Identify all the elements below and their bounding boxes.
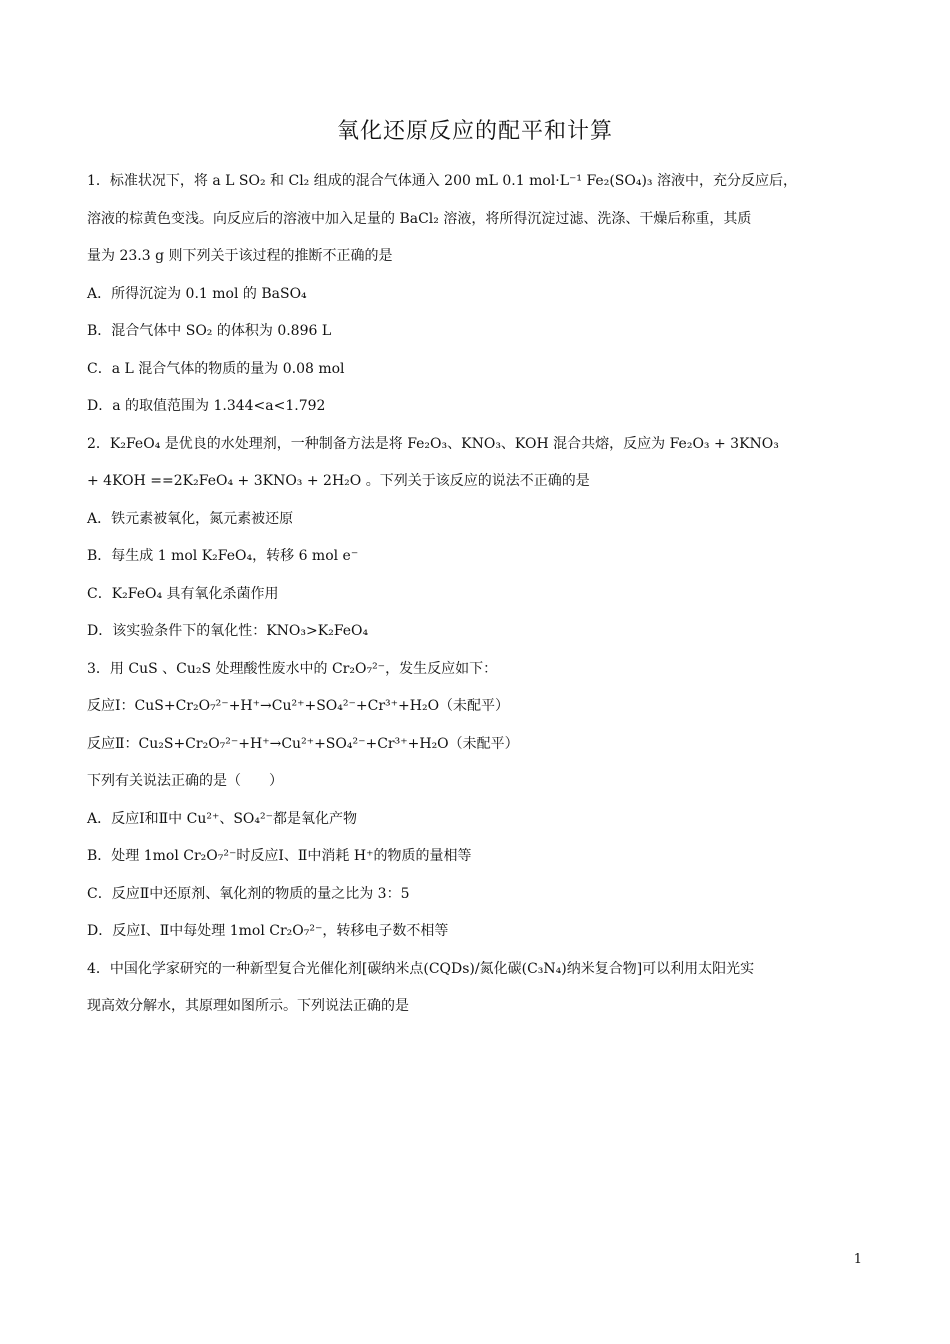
page-number: 1 xyxy=(853,1252,862,1267)
option-line: C．K₂FeO₄ 具有氧化杀菌作用 xyxy=(87,585,279,602)
text-line: 现高效分解水，其原理如图所示。下列说法正确的是 xyxy=(87,998,409,1014)
text-line: + 4KOH ==2K₂FeO₄ + 3KNO₃ + 2H₂O 。下列关于该反应的说法不正确的是 xyxy=(87,473,590,489)
text-line: 2．K₂FeO₄ 是优良的水处理剂，一种制备方法是将 Fe₂O₃、KNO₃、KOH 混合共熔，反应为 Fe₂O₃ + 3KNO₃ xyxy=(87,435,779,452)
equation-line: 反应Ⅰ：CuS+Cr₂O₇²⁻+H⁺→Cu²⁺+SO₄²⁻+Cr³⁺+H₂O（未配平） xyxy=(87,698,510,714)
option-line: A．反应Ⅰ和Ⅱ中 Cu²⁺、SO₄²⁻都是氧化产物 xyxy=(87,810,358,827)
option-line: B．每生成 1 mol K₂FeO₄，转移 6 mol e⁻ xyxy=(87,548,359,564)
document-body xyxy=(87,163,877,1026)
option-line: D．该实验条件下的氧化性：KNO₃>K₂FeO₄ xyxy=(87,623,369,639)
text-line: 溶液的棕黄色变浅。向反应后的溶液中加入足量的 BaCl₂ 溶液，将所得沉淀过滤、洗涤、干燥后称重，其质 xyxy=(87,210,752,227)
text-line: 3．用 CuS 、Cu₂S 处理酸性废水中的 Cr₂O₇²⁻，发生反应如下： xyxy=(87,660,498,677)
option-line: B．处理 1mol Cr₂O₇²⁻时反应Ⅰ、Ⅱ中消耗 H⁺的物质的量相等 xyxy=(87,848,472,864)
equation-line: 反应Ⅱ：Cu₂S+Cr₂O₇²⁻+H⁺→Cu²⁺+SO₄²⁻+Cr³⁺+H₂O（未配平） xyxy=(87,735,519,752)
text-line: 4．中国化学家研究的一种新型复合光催化剂[碳纳米点(CQDs)/氮化碳(C₃N₄)纳米复合物]可以利用太阳光实 xyxy=(87,960,755,977)
option-line: B．混合气体中 SO₂ 的体积为 0.896 L xyxy=(87,323,332,339)
option-line: A．铁元素被氧化，氮元素被还原 xyxy=(87,510,294,527)
option-line: D．反应Ⅰ、Ⅱ中每处理 1mol Cr₂O₇²⁻，转移电子数不相等 xyxy=(87,923,449,939)
text-line: 量为 23.3 g 则下列关于该过程的推断不正确的是 xyxy=(87,248,393,264)
document-title: 氧化还原反应的配平和计算 xyxy=(336,119,613,144)
text-line: 1．标准状况下，将 a L SO₂ 和 Cl₂ 组成的混合气体通入 200 mL 0.1 mol·L⁻¹ Fe₂(SO₄)₃ 溶液中，充分反应后， xyxy=(87,173,797,189)
option-line: A．所得沉淀为 0.1 mol 的 BaSO₄ xyxy=(87,285,307,302)
option-line: D．a 的取值范围为 1.344<a<1.792 xyxy=(87,398,326,414)
option-line: C．a L 混合气体的物质的量为 0.08 mol xyxy=(87,360,345,377)
option-line: C．反应Ⅱ中还原剂、氧化剂的物质的量之比为 3：5 xyxy=(87,885,410,902)
text-line: 下列有关说法正确的是（ ） xyxy=(87,773,283,789)
